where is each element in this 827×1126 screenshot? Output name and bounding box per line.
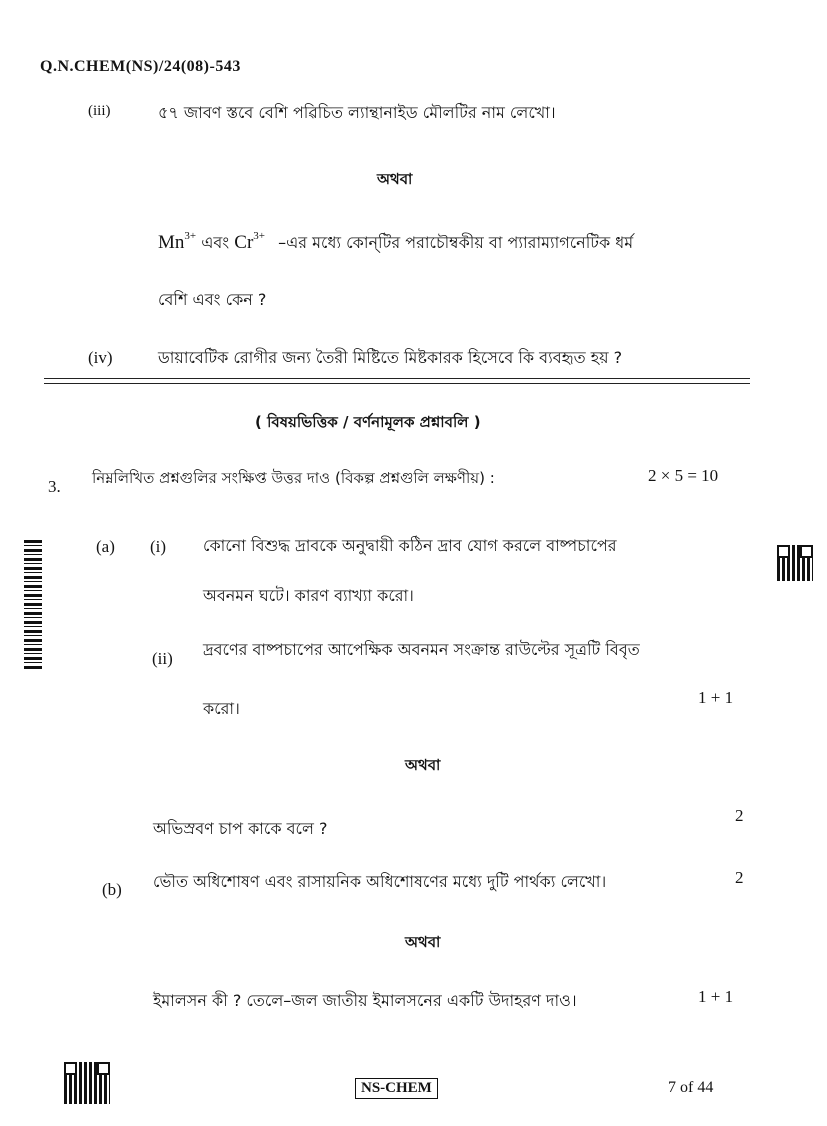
- question-iv-label: (iv): [88, 348, 113, 367]
- or-divider-1: অথবা: [377, 170, 413, 188]
- question-3a-ii-label: (ii): [152, 649, 173, 668]
- section-divider-top: [44, 378, 750, 379]
- question-3a-label: (a): [96, 537, 115, 556]
- section-divider-bottom: [44, 383, 750, 384]
- chromium-ion: $Cr^{3+}$: [234, 229, 265, 253]
- qr-code-icon: [777, 545, 813, 581]
- question-iii-label: (iii): [88, 103, 111, 119]
- question-3b-alternative: ইমালসন কী ? তেলে–জল জাতীয় ইমালসনের একটি উদাহরণ দাও।: [153, 991, 577, 1010]
- barcode-icon: [24, 540, 42, 670]
- question-3b-text: ভৌত অধিশোষণ এবং রাসায়নিক অধিশোষণের মধ্যে দুটি পার্থক্য লেখো।: [153, 872, 607, 891]
- question-3a-ii-line1: দ্রবণের বাষ্পচাপের আপেক্ষিক অবনমন সংক্রান্ত রাউল্টের সূত্রটি বিবৃত: [203, 640, 640, 659]
- question-3a-ii-line2: করো।: [203, 699, 240, 718]
- question-3b-alternative-marks: 1 + 1: [698, 987, 734, 1006]
- question-3a-i-label: (i): [150, 537, 167, 556]
- question-3a-i-line2: অবনমন ঘটে। কারণ ব্যাখ্যা করো।: [203, 586, 414, 605]
- question-3a-alternative-marks: 2: [735, 806, 744, 825]
- question-3-number: 3.: [48, 477, 61, 496]
- qr-code-icon: [64, 1062, 110, 1104]
- or-divider-2: অথবা: [405, 756, 441, 774]
- question-3a-i-line1: কোনো বিশুদ্ধ দ্রাবকে অনুদ্বায়ী কঠিন দ্রাব যোগ করলে বাষ্পচাপের: [203, 536, 617, 555]
- question-3-instruction: নিম্নলিখিত প্রশ্নগুলির সংক্ষিপ্ত উত্তর দাও (বিকল্প প্রশ্নগুলি লক্ষণীয়) :: [92, 469, 495, 487]
- question-3b-marks: 2: [735, 868, 744, 887]
- question-3b-label: (b): [102, 880, 122, 899]
- question-3-total-marks: 2 × 5 = 10: [648, 466, 719, 485]
- question-iii-text: ৫৭ জাবণ স্তবে বেশি পৱিচিত ল্যান্থানাইড মৌলটির নাম লেখো।: [158, 103, 556, 122]
- subject-code-badge: NS-CHEM: [355, 1078, 438, 1099]
- question-paper-code: Q.N.CHEM(NS)/24(08)-543: [40, 58, 241, 75]
- or-divider-3: অথবা: [405, 933, 441, 951]
- question-iii-alternative-line1: $Mn^{3+}$ এবং $Cr^{3+}$ –এর মধ্যে কোন্‌টির পরাচৌম্বকীয় বা প্যারাম্যাগনেটিক ধর্ম: [158, 229, 634, 253]
- question-iii-alternative-line2: বেশি এবং কেন ?: [158, 290, 267, 309]
- section-title: ( বিষয়ভিত্তিক / বর্ণনামূলক প্রশ্নাবলি ): [255, 413, 481, 431]
- manganese-ion: $Mn^{3+}$: [158, 229, 197, 253]
- question-3a-marks: 1 + 1: [698, 688, 734, 707]
- page-number: 7 of 44: [668, 1079, 714, 1096]
- question-3a-alternative: অভিস্রবণ চাপ কাকে বলে ?: [153, 819, 328, 838]
- question-iv-text: ডায়াবেটিক রোগীর জন্য তৈরী মিষ্টিতে মিষ্টকারক হিসেবে কি ব্যবহৃত হয় ?: [158, 348, 623, 367]
